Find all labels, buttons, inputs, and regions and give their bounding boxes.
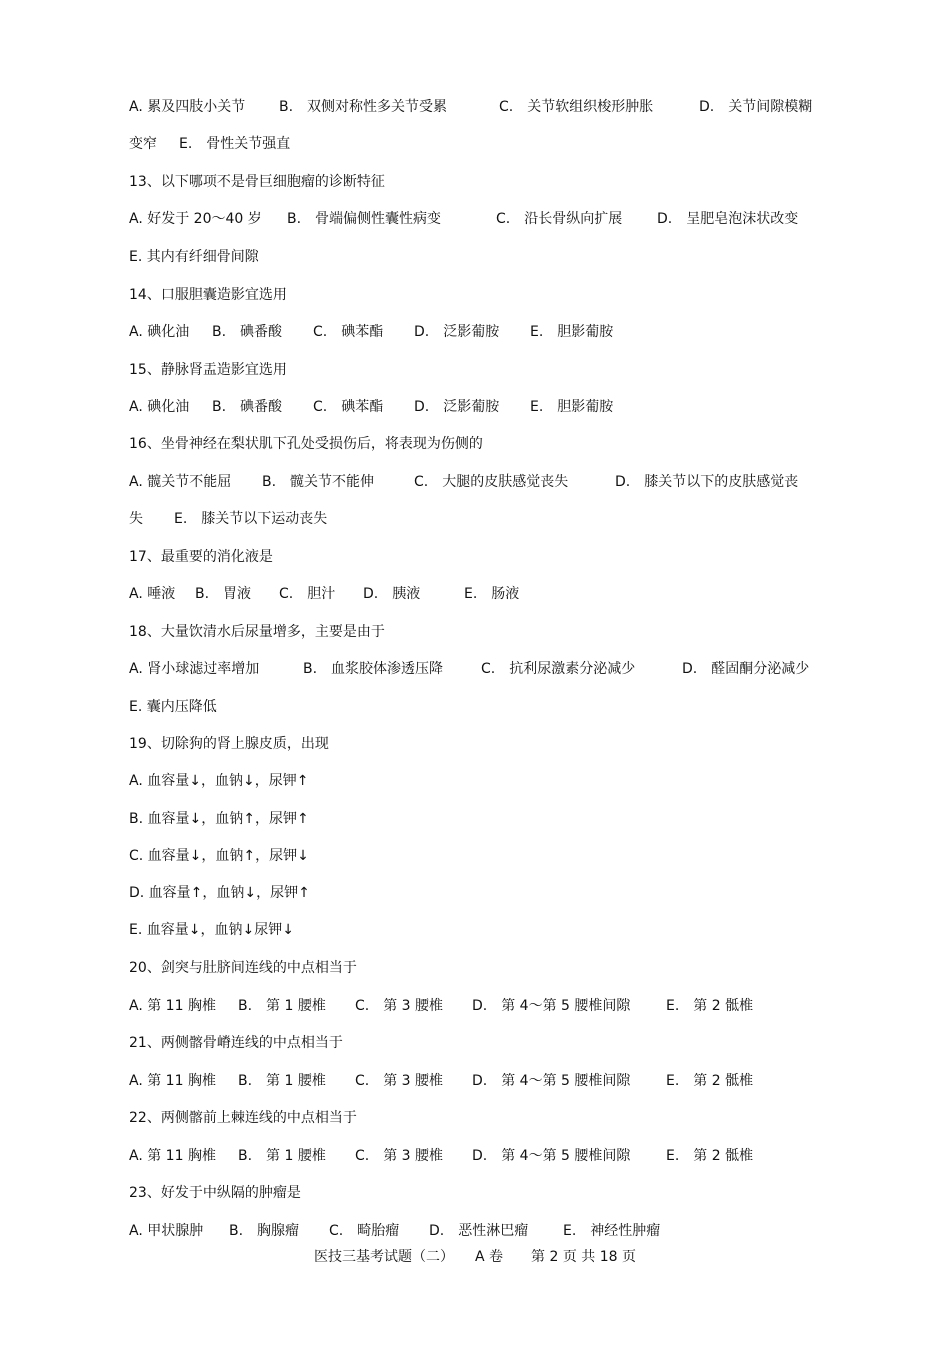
text-line [129, 357, 829, 383]
option-text: C. 大腿的皮肤感觉丧失 [414, 474, 569, 490]
text-line [129, 469, 829, 495]
option-text: A. 碘化油 [129, 324, 190, 340]
option-text: C. 胆汁 [279, 586, 336, 602]
option-text: E. 骨性关节强直 [179, 136, 291, 152]
text-line [129, 394, 829, 420]
text-line [129, 319, 829, 345]
line-text: A. 血容量↓，血钠↓，尿钾↑ [129, 773, 309, 789]
text-line [129, 917, 829, 943]
option-text: C. 沿长骨纵向扩展 [496, 211, 623, 227]
text-line [129, 131, 829, 157]
option-text: B. 第 1 腰椎 [238, 1073, 326, 1089]
option-text: E. 膝关节以下运动丧失 [174, 511, 328, 527]
text-line [129, 169, 829, 195]
text-line [129, 955, 829, 981]
line-text: 21、两侧髂骨嵴连线的中点相当于 [129, 1035, 343, 1051]
line-text: 20、剑突与肚脐间连线的中点相当于 [129, 960, 357, 976]
option-text: A. 肾小球滤过率增加 [129, 661, 260, 677]
text-line [129, 431, 829, 457]
option-text: A. 髋关节不能屈 [129, 474, 232, 490]
text-line [129, 880, 829, 906]
line-text: E. 囊内压降低 [129, 699, 217, 715]
text-line [129, 206, 829, 232]
option-text: A. 好发于 20～40 岁 [129, 211, 262, 227]
page-footer: 医技三基考试题（二） A 卷 第 2 页 共 18 页 [314, 1249, 636, 1265]
text-line [129, 544, 829, 570]
option-text: B. 骨端偏侧性囊性病变 [287, 211, 442, 227]
option-text: A. 第 11 胸椎 [129, 1148, 216, 1164]
line-text: 23、好发于中纵隔的肿瘤是 [129, 1185, 301, 1201]
option-text: D. 醛固酮分泌减少 [682, 661, 810, 677]
option-text: B. 胃液 [195, 586, 252, 602]
option-text: A. 唾液 [129, 586, 176, 602]
option-text: C. 第 3 腰椎 [355, 1148, 444, 1164]
option-text: B. 第 1 腰椎 [238, 1148, 326, 1164]
option-text: D. 泛影葡胺 [414, 399, 500, 415]
option-text: B. 双侧对称性多关节受累 [279, 99, 448, 115]
line-text: 18、大量饮清水后尿量增多，主要是由于 [129, 624, 385, 640]
option-text: E. 胆影葡胺 [530, 399, 614, 415]
text-line [129, 282, 829, 308]
option-text: B. 髋关节不能伸 [262, 474, 375, 490]
option-text: B. 血浆胶体渗透压降 [303, 661, 444, 677]
text-line [129, 1218, 829, 1244]
option-text: 变窄 [129, 136, 157, 152]
option-text: D. 呈肥皂泡沫状改变 [657, 211, 799, 227]
text-line [129, 581, 829, 607]
line-text: 19、切除狗的肾上腺皮质，出现 [129, 736, 329, 752]
option-text: A. 累及四肢小关节 [129, 99, 246, 115]
line-text: E. 血容量↓，血钠↓尿钾↓ [129, 922, 294, 938]
option-text: B. 碘番酸 [212, 399, 283, 415]
text-line [129, 244, 829, 270]
option-text: B. 胸腺瘤 [229, 1223, 300, 1239]
text-line [129, 1180, 829, 1206]
option-text: A. 第 11 胸椎 [129, 998, 216, 1014]
text-line [129, 1030, 829, 1056]
line-text: 15、静脉肾盂造影宜选用 [129, 362, 287, 378]
text-line [129, 94, 829, 120]
line-text: 13、以下哪项不是骨巨细胞瘤的诊断特征 [129, 174, 385, 190]
text-line [129, 731, 829, 757]
option-text: C. 抗利尿激素分泌减少 [481, 661, 636, 677]
text-line [129, 619, 829, 645]
option-text: C. 关节软组织梭形肿胀 [499, 99, 654, 115]
option-text: C. 碘苯酯 [313, 399, 384, 415]
option-text: E. 第 2 骶椎 [666, 1148, 754, 1164]
text-line [129, 843, 829, 869]
text-line [129, 1143, 829, 1169]
text-line [129, 993, 829, 1019]
line-text: 17、最重要的消化液是 [129, 549, 273, 565]
option-text: C. 畸胎瘤 [329, 1223, 400, 1239]
line-text: C. 血容量↓，血钠↑，尿钾↓ [129, 848, 309, 864]
option-text: C. 碘苯酯 [313, 324, 384, 340]
line-text: 22、两侧髂前上棘连线的中点相当于 [129, 1110, 357, 1126]
option-text: E. 神经性肿瘤 [563, 1223, 661, 1239]
line-text: 16、坐骨神经在梨状肌下孔处受损伤后，将表现为伤侧的 [129, 436, 483, 452]
text-line [129, 806, 829, 832]
line-text: E. 其内有纤细骨间隙 [129, 249, 259, 265]
option-text: A. 甲状腺肿 [129, 1223, 204, 1239]
option-text: E. 肠液 [464, 586, 520, 602]
line-text: D. 血容量↑，血钠↓，尿钾↑ [129, 885, 310, 901]
option-text: D. 胰液 [363, 586, 421, 602]
option-text: D. 泛影葡胺 [414, 324, 500, 340]
option-text: A. 第 11 胸椎 [129, 1073, 216, 1089]
text-line [129, 694, 829, 720]
option-text: E. 第 2 骶椎 [666, 1073, 754, 1089]
option-text: D. 恶性淋巴瘤 [429, 1223, 529, 1239]
text-line [129, 1068, 829, 1094]
text-line [129, 656, 829, 682]
option-text: C. 第 3 腰椎 [355, 998, 444, 1014]
option-text: D. 膝关节以下的皮肤感觉丧 [615, 474, 799, 490]
text-line [129, 1105, 829, 1131]
option-text: 失 [129, 511, 143, 527]
option-text: E. 胆影葡胺 [530, 324, 614, 340]
option-text: B. 第 1 腰椎 [238, 998, 326, 1014]
option-text: D. 第 4～第 5 腰椎间隙 [472, 1073, 631, 1089]
line-text: 14、口服胆囊造影宜选用 [129, 287, 287, 303]
text-line [129, 768, 829, 794]
option-text: A. 碘化油 [129, 399, 190, 415]
line-text: B. 血容量↓，血钠↑，尿钾↑ [129, 811, 309, 827]
option-text: D. 第 4～第 5 腰椎间隙 [472, 998, 631, 1014]
option-text: D. 关节间隙模糊 [699, 99, 813, 115]
text-line [129, 506, 829, 532]
option-text: C. 第 3 腰椎 [355, 1073, 444, 1089]
option-text: B. 碘番酸 [212, 324, 283, 340]
option-text: E. 第 2 骶椎 [666, 998, 754, 1014]
option-text: D. 第 4～第 5 腰椎间隙 [472, 1148, 631, 1164]
